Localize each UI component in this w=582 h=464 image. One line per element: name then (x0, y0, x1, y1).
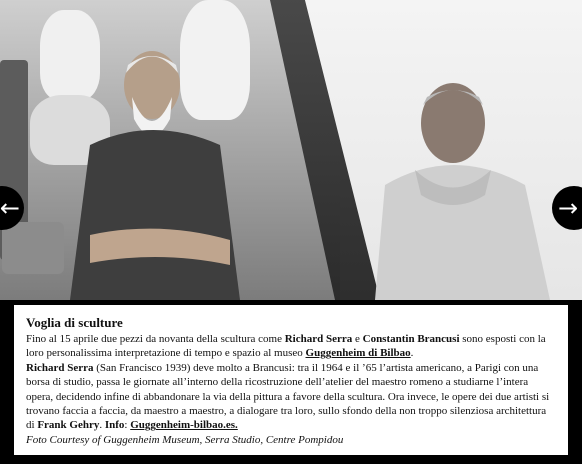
caption-text-part: : (124, 419, 131, 432)
artist-name-brancusi: Constantin Brancusi (362, 333, 460, 345)
guggenheim-link[interactable]: Guggenheim di Bilbao (305, 347, 411, 360)
caption-text-part: e (352, 333, 363, 345)
stone-block (2, 222, 64, 274)
slide-caption (14, 305, 568, 455)
photo-credit: Foto Courtesy of Guggenheim Museum, Serra Studio, Centre Pompidou (26, 433, 344, 446)
arrow-left-icon: ← (0, 194, 20, 222)
caption-text (26, 332, 556, 433)
caption-text-part: . (410, 347, 414, 360)
brancusi-figure (70, 35, 250, 300)
caption-text-part: . (99, 419, 105, 432)
info-label: Info (104, 419, 125, 432)
architect-name-gehry: Frank Gehry (37, 419, 100, 432)
serra-figure (375, 75, 565, 300)
guggenheim-website-link[interactable]: Guggenheim-bilbao.es. (130, 419, 238, 432)
caption-title: Voglia di sculture (26, 315, 123, 330)
arrow-right-icon: → (558, 194, 579, 222)
caption-text-part: (San Francisco 1939) deve molto a Brancusi: tra il 1964 e il ’65 l’artista americano, a Parigi con una borsa di studio, passa le giornate all’interno della ricostruzione dell’atelier del maestro romeno a studiarne l’intera opera, decidendo infine di abbandonare la via della pittura a favore della scultura. Ora invece, le opere dei due artisti si trovano faccia a faccia, da maestro a maestro, a dialogare tra loro, sullo sfondo della non troppo silenziosa architettura di (26, 361, 550, 432)
artist-name-serra: Richard Serra (284, 333, 353, 345)
artist-name-serra-2: Richard Serra (26, 361, 94, 374)
caption-text-part: Fino al 15 aprile due pezzi da novanta della scultura come (26, 333, 285, 345)
caption-text-part: sono esposti con la loro personalissima interpretazione di tempo e spazio al museo (26, 333, 546, 360)
